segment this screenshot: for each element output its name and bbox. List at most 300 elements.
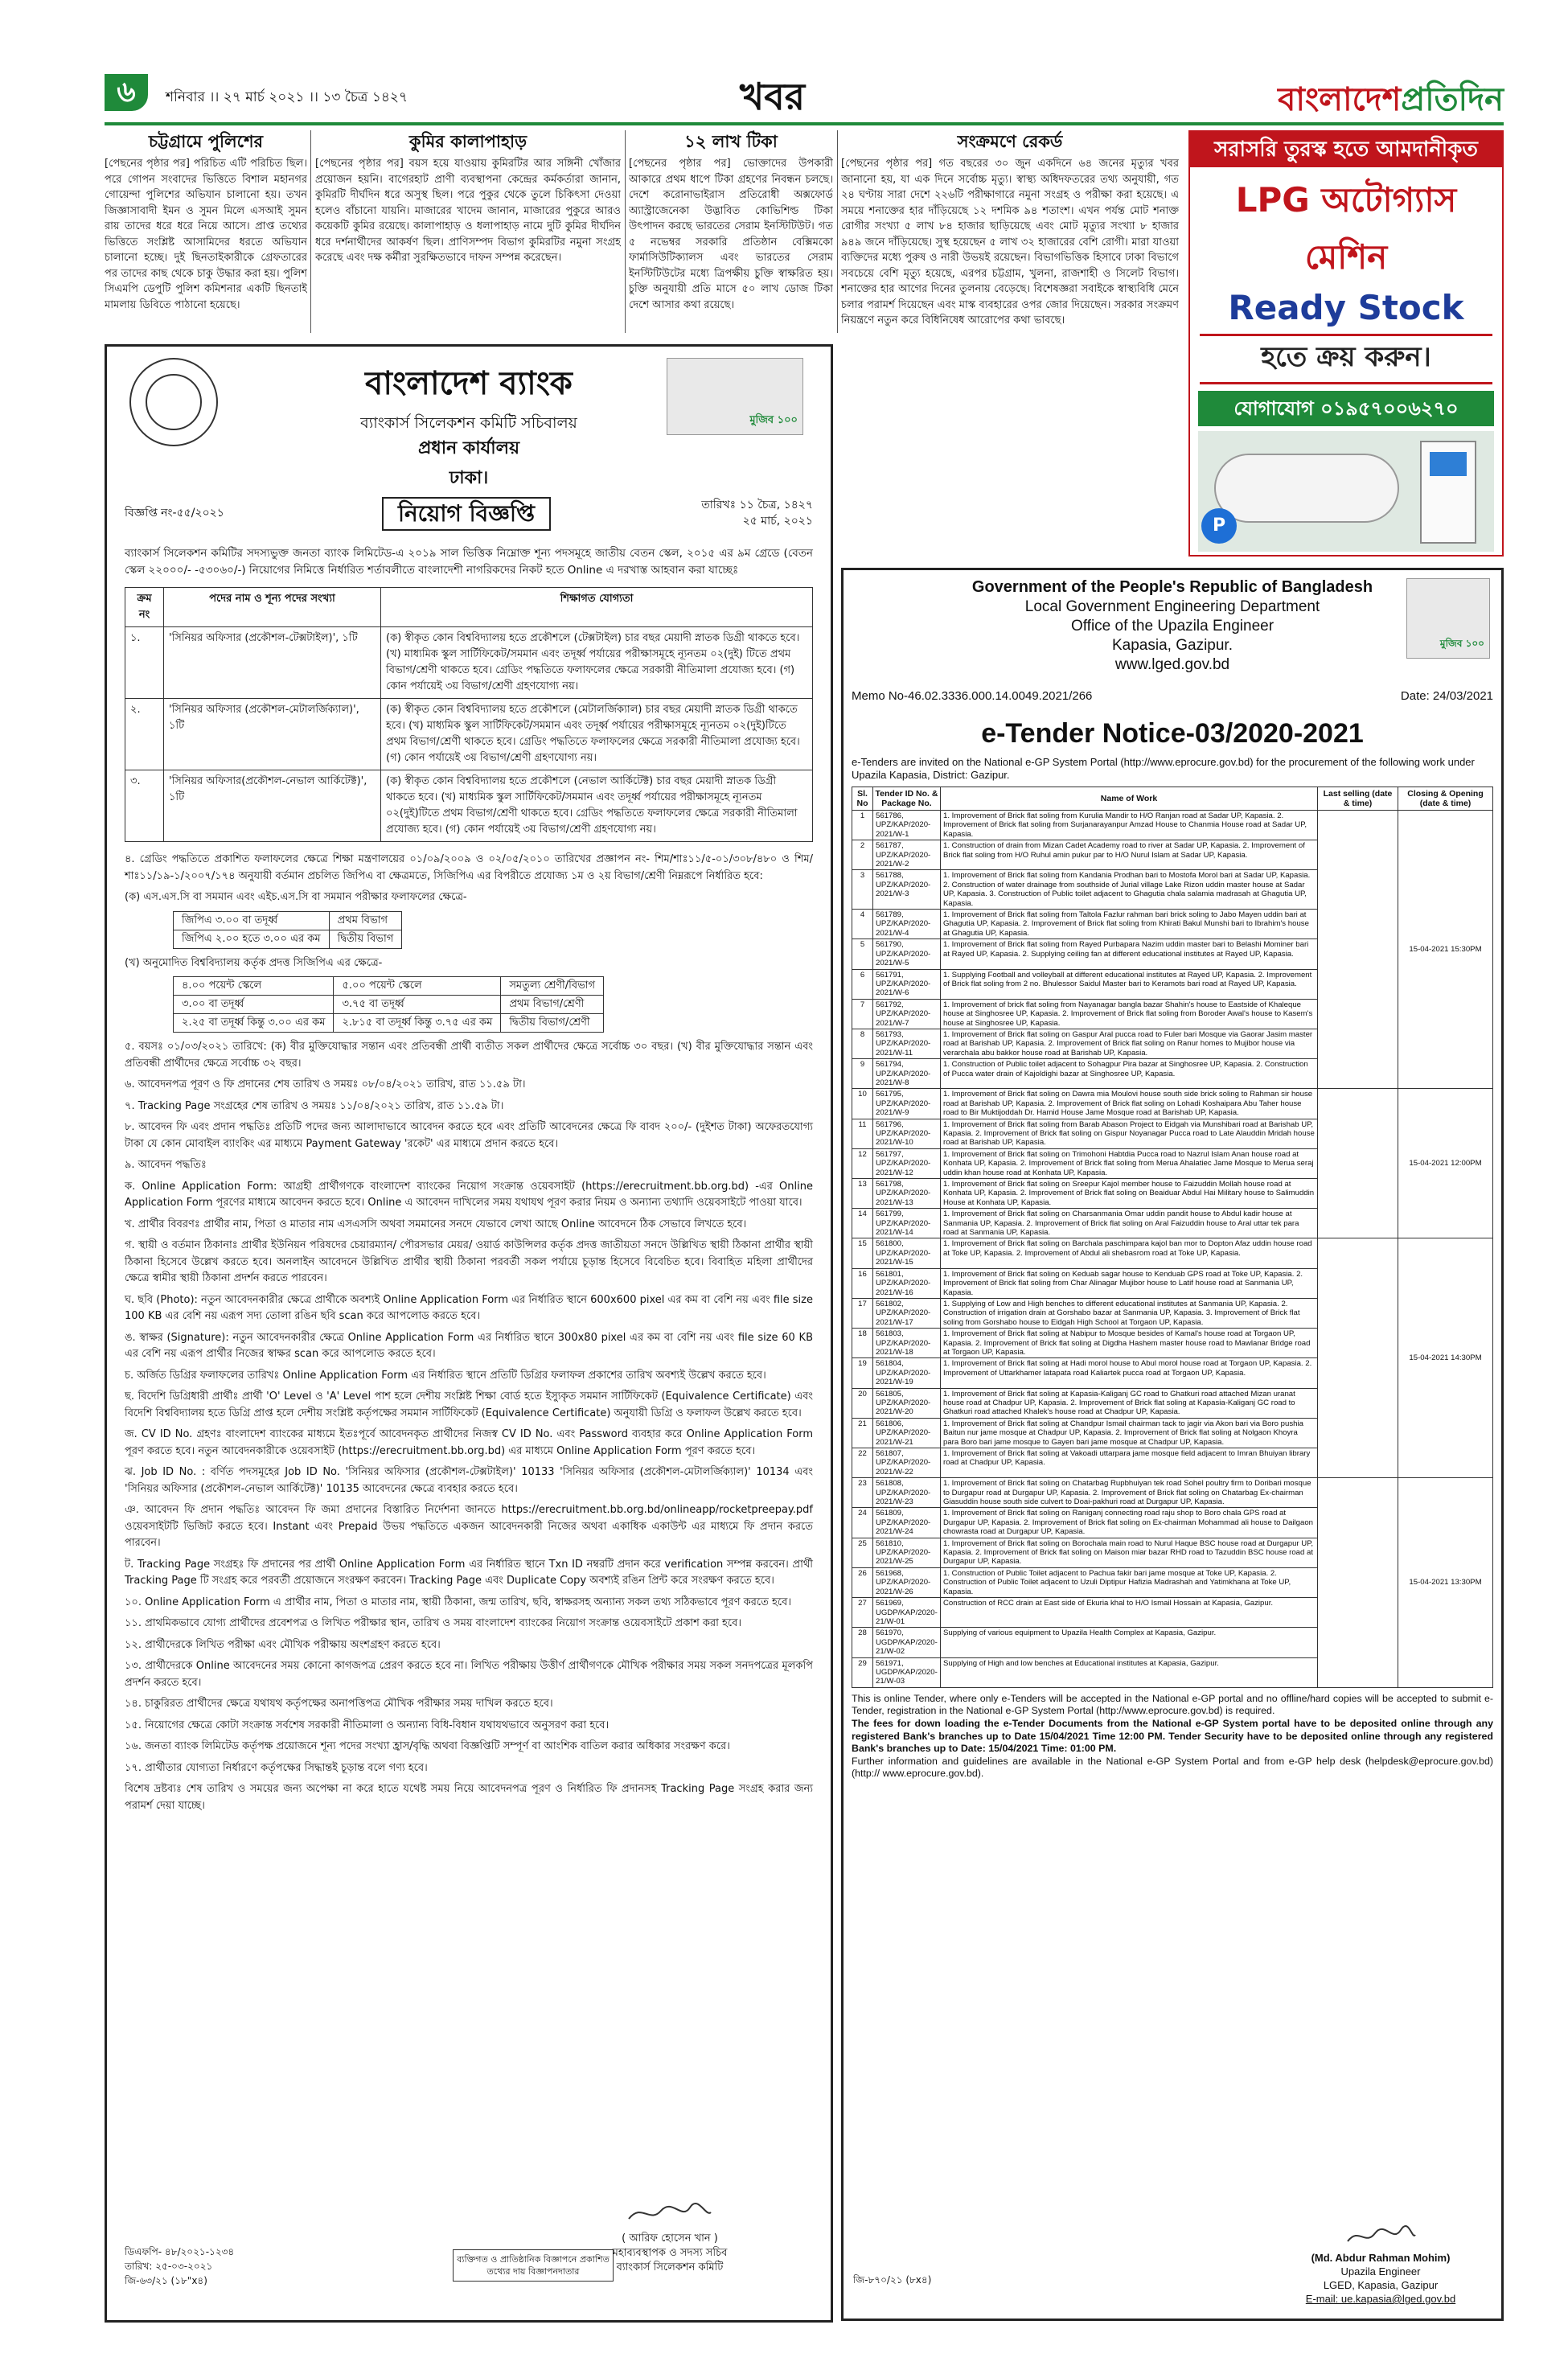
paragraph: ৯. আবেদন পদ্ধতিঃ <box>125 1159 207 1171</box>
notice-city: ঢাকা। <box>449 468 489 488</box>
newspaper-logo[interactable] <box>1278 74 1504 128</box>
row-work-name: 1. Improvement of Brick flat soling from Kurulia Mandir to H/O Ranjan road at Sadar UP, Kapasia. 2. Improvement of Brick flat soling from Surjanarayanpur Amzad House to Chanmia House road at Sadar UP, Kapasia. <box>941 811 1318 840</box>
package-no: UPZ/KAP/2020-2021/W-16 <box>876 1279 931 1297</box>
memo-number: Memo No-46.02.3336.000.14.0049.2021/266 <box>852 689 1093 703</box>
row-sl: ২. <box>125 699 164 770</box>
tender-id: 561796, <box>876 1119 904 1129</box>
tender-id: 561968, <box>876 1568 904 1578</box>
row-work-name: 1. Improvement of Brick flat soling at Nabipur to Mosque besides of Kamal's house road at Torgaon UP, Kapasia. 2. Improvement of Brick flat soling at Digdha Hashem master house road to Mawlanar Bridge road at Torgaon UP, Kapasia. <box>941 1329 1318 1358</box>
footer-paragraph: The fees for down loading the e-Tender Documents from the National e-GP System portal have to be deposited online through any registered Bank's branches up to Date 15/04/2021 Time 12:00 PM. Tender Security have to be deposited online through any registered Bank's branches up to Date: 15/04/2021 Time: 01:00 PM. <box>852 1717 1493 1755</box>
row-sl: 4 <box>852 910 873 939</box>
row-tender-id <box>873 1567 941 1597</box>
row-tender-id <box>873 870 941 910</box>
paragraph: ট. Tracking Page সংগ্রহঃ ফি প্রদানের পর প্রার্থী Online Application Form এর নির্ধারিত স্থানে Txn ID নম্বরটি প্রদান করে verification সম্পন্ন করবেন। প্রার্থী Tracking Page টি সংগ্রহ করে পরবর্তী প্রয়োজনে সংরক্ষণ করবেন। Tracking Page এবং Duplicate Copy অবশ্যই রঙিন প্রিন্ট করে সংরক্ষণ করতে হবে। <box>125 1558 813 1587</box>
row-closing: 15-04-2021 15:30PM <box>1398 811 1493 1089</box>
row-sl: 19 <box>852 1358 873 1388</box>
row-work-name: 1. Improvement of Brick flat soling on Charsanmania Omar uddin pandit house to Abdul kadir house at Sanmania UP, Kapasia. 2. Improvement of Brick flat soling on Aral Faizuddin house to Aral uttar tek para road at Sanmania UP, Kapasia. <box>941 1209 1318 1238</box>
cell: ৩.৭৫ বা তদূর্ধ্ব <box>334 996 501 1014</box>
bangladesh-bank-notice <box>105 344 833 2323</box>
package-no: UPZ/KAP/2020-2021/W-15 <box>876 1248 931 1267</box>
package-no: UPZ/KAP/2020-2021/W-9 <box>876 1099 931 1118</box>
row-tender-id <box>873 1059 941 1089</box>
tender-intro: e-Tenders are invited on the National e-GP System Portal (http://www.eprocure.gov.bd) for the procurement of the following work under Upazila Kapasia, District: Gazipur. <box>852 756 1475 781</box>
row-post: 'সিনিয়র অফিসার (প্রকৌশল-মেটালর্জিক্যাল)', ১টি <box>164 699 381 770</box>
row-tender-id <box>873 1238 941 1268</box>
row-tender-id <box>873 1029 941 1058</box>
row-work-name: 1. Construction of Public toilet adjacent to Sohagpur Pira bazar at Singhosree UP, Kapasia. 2. Construction of Pucca water drain of Kajoldighi bazar at Singhosree UP, Kapasia. <box>941 1059 1318 1089</box>
table-row <box>125 699 813 770</box>
notice-paragraphs <box>125 1039 813 1814</box>
notice-org-title: বাংলাদেশ ব্যাংক <box>365 365 573 402</box>
row-work-name: 1. Improvement of Brick flat soling on Gaspur Aral pucca road to Fuler bari Mosque via Gaorar Jasim master road at Barishab UP, Kapasia. 2. Improvement of Brick flat soling on Ranur homes to Mujibor house via verarchala abu bakkor house road at Barishab UP, Kapasia. <box>941 1029 1318 1058</box>
package-no: UPZ/KAP/2020-2021/W-11 <box>876 1039 931 1058</box>
table-row <box>852 1089 1493 1119</box>
tender-id: 561971, <box>876 1658 904 1668</box>
tender-id: 561798, <box>876 1180 904 1189</box>
paragraph: গ. স্থায়ী ও বর্তমান ঠিকানাঃ প্রার্থীর ইউনিয়ন পরিষদের চেয়ারম্যান/ পৌরসভার মেয়র/ ওয়ার্ড কাউন্সিলর কর্তৃক প্রদত্ত জাতীয়তা সনদে উল্লিখিত স্থায়ী ঠিকানা প্রার্থীর স্থায়ী ঠিকানা হিসেবে উল্লেখ করতে হবে। অনলাইন আবেদনে উল্লিখিত প্রার্থীর স্থায়ী ঠিকানা পরবর্তী সকল পর্যায়ে চূড়ান্ত হিসেবে বিবেচিত হবে। বিবাহিত মহিলা প্রার্থীদের ক্ষেত্রে স্বামীর স্থায়ী ঠিকানা প্রদর্শন করতে পারবেন। <box>125 1239 813 1284</box>
footer-paragraph: Further information and guidelines are available in the National e-GP System Portal and from e-GP help desk (helpdesk@eprocure.gov.bd) (http:// www.eprocure.gov.bd). <box>852 1755 1493 1780</box>
row-work-name: 1. Supplying Football and volleyball at different educational institutes at Rayed UP, Kapasia. 2. Improvement of Brick flat soling from 2 no. Bhulessor Saidul Master bari to Keramots bari road at Rayed UP, Kapasia. <box>941 969 1318 999</box>
row-sl: 2 <box>852 840 873 870</box>
paragraph: ঝ. Job ID No. : বর্ণিত পদসমূহের Job ID No. 'সিনিয়র অফিসার (প্রকৌশল-টেক্সটাইল)' 10133 'সিনিয়র অফিসার (প্রকৌশল-মেটালর্জিক্যাল)' 10134 এবং 'সিনিয়র অফিসার (প্রকৌশল-নেভাল আর্কিটেক্ট)' 10135 আবেদনের ক্ষেত্রে ব্যবহার করতে হবে। <box>125 1466 813 1495</box>
row-work-name: 1. Improvement of Brick flat soling on Dawra mia Moulovi house south side brick soling to Rahman sir house road at Barishab UP, Kapasia. 2. Improvement of Brick flat soling on Lohadi Koshaipara Abu Taher house road to Bir Muktijoddah Dr. Hamid House Jame Mosque road at Barishab UP, Kapasia. <box>941 1089 1318 1119</box>
tender-id: 561807, <box>876 1449 904 1458</box>
row-post: 'সিনিয়র অফিসার (প্রকৌশল-টেক্সটাইল)', ১টি <box>164 627 381 699</box>
column-divider <box>837 130 838 333</box>
reference-line: ডিএফপি- ৪৮/২০২১-১২৩৪ <box>125 2246 235 2257</box>
row-tender-id <box>873 999 941 1029</box>
news-article-2[interactable] <box>315 130 621 333</box>
header-rule <box>105 122 1504 125</box>
row-tender-id <box>873 939 941 969</box>
page-header <box>105 69 1504 121</box>
row-work-name: 1. Improvement of Brick flat soling at Hadi morol house to Abul morol house road at Torgaon UP, Kapasia. 2. Improvement of Uttarkhamer latapata road Kaliartek pucca road at Torgaon UP, Kapasia. <box>941 1358 1318 1388</box>
row-closing: 15-04-2021 12:00PM <box>1398 1089 1493 1238</box>
row-tender-id <box>873 1508 941 1538</box>
tender-footer <box>852 1693 1493 1780</box>
gas-pump-icon <box>1420 441 1476 544</box>
news-article-4[interactable] <box>841 130 1179 548</box>
gpa-table <box>173 911 402 949</box>
paragraph: ৫. বয়সঃ ০১/০৩/২০২১ তারিখে: (ক) বীর মুক্তিযোদ্ধার সন্তান এবং প্রতিবন্ধী প্রার্থী ব্যতীত সকল প্রার্থীদের ক্ষেত্রে সর্বোচ্চ ৩০ বছর। (খ) বীর মুক্তিযোদ্ধার সন্তান এবং প্রতিবন্ধী প্রার্থীদের ক্ষেত্রে সর্বোচ্চ ৩২ বছর। <box>125 1041 813 1070</box>
row-tender-id <box>873 1448 941 1478</box>
tender-header <box>852 577 1493 675</box>
package-no: UPZ/KAP/2020-2021/W-1 <box>876 820 931 839</box>
row-tender-id <box>873 1298 941 1328</box>
row-tender-id <box>873 1538 941 1567</box>
paragraph: ঞ. আবেদন ফি প্রদান পদ্ধতিঃ আবেদন ফি জমা প্রদানের বিস্তারিত নির্দেশনা জানতে https://erecruitment.bb.org.bd/onlineapp/rocketpreepay.pdf ওয়েবসাইটটি ভিজিট করতে হবে। Instant এবং Prepaid উভয় পদ্ধতিতে একজন আবেদনকারী নিজের অথবা একাধিক একাউন্ট এর মাধ্যমে ফি প্রদান করতে পারবেন। <box>125 1504 813 1549</box>
row-sl: 13 <box>852 1179 873 1209</box>
row-tender-id <box>873 1148 941 1178</box>
tender-table <box>852 787 1493 1688</box>
cell: সমতুল্য শ্রেণী/বিভাগ <box>501 977 604 996</box>
row-tender-id <box>873 1418 941 1448</box>
date-gregorian: ২৫ মার্চ, ২০২১ <box>742 515 813 528</box>
tender-memo <box>852 689 1493 710</box>
notice-body <box>125 852 813 1814</box>
row-closing: 15-04-2021 13:30PM <box>1398 1478 1493 1688</box>
tender-id: 561792, <box>876 1000 904 1009</box>
row-tender-id <box>873 1089 941 1119</box>
table-row <box>125 770 813 842</box>
package-no: UPZ/KAP/2020-2021/W-19 <box>876 1368 931 1387</box>
tender-id: 561799, <box>876 1210 904 1219</box>
paragraph: ঘ. ছবি (Photo): নতুন আবেদনকারীর ক্ষেত্রে প্রার্থীকে অবশ্যই Online Application Form এর নির্ধারিত স্থানে 600x600 pixel এর কম বা বেশি নয় এবং file size 100 KB এর বেশি নয় এরূপ সদ্য তোলা রঙিন ছবি scan করে আপলোড করতে হবে। <box>125 1293 813 1322</box>
notice-reference: জি-৮৭০/২১ (৮x৪) <box>853 2274 932 2286</box>
article-headline[interactable]: সংক্রমণে রেকর্ড <box>957 132 1063 151</box>
row-last-selling <box>1318 1478 1398 1688</box>
package-no: UPZ/KAP/2020-2021/W-6 <box>876 979 931 998</box>
paragraph: ৬. আবেদনপত্র পূরণ ও ফি প্রদানের শেষ তারিখ ও সময়ঃ ০৮/০৪/২০২১ তারিখ, রাত ১১.৫৯ টা। <box>125 1078 526 1090</box>
package-no: UPZ/KAP/2020-2021/W-12 <box>876 1159 931 1177</box>
ad-product: LPG অটোগ্যাস মেশিন <box>1235 180 1457 277</box>
notice-intro: ব্যাংকার্স সিলেকশন কমিটির সদস্যভুক্ত জনতা ব্যাংক লিমিটেড-এ ২০১৯ সাল ভিত্তিক নিম্নোক্ত শূন্য পদসমূহে জাতীয় বেতন স্কেল, ২০১৫ এর ৯ম গ্রেডে (বেতন স্কেল ২২০০০/- -৫৩০৬০/-) নিয়োগের নিমিত্তে নির্ধারিত শর্তাবলীতে বাংলাদেশী নাগরিকদের নিকট হতে Online এ দরখাস্ত আহবান করা যাচ্ছেঃ <box>125 547 813 577</box>
package-no: UPZ/KAP/2020-2021/W-14 <box>876 1218 931 1238</box>
row-sl: 7 <box>852 999 873 1029</box>
table-row <box>174 1014 604 1033</box>
cell: প্রথম বিভাগ <box>329 911 402 930</box>
website-link[interactable]: www.lged.gov.bd <box>1114 656 1230 673</box>
row-qualification: (ক) স্বীকৃত কোন বিশ্ববিদ্যালয় হতে প্রকৌশলে (টেক্সটাইল) চার বছর মেয়াদী স্নাতক ডিগ্রী থাকতে হবে। (খ) মাধ্যমিক স্কুল সার্টিফিকেট/সমমান এবং তদূর্ধ্ব পর্যায়ের পরীক্ষাসমূহে ন্যূনতম ০২(দুই) টিতে প্রথম বিভাগ/শ্রেণী থাকতে হবে। গ্রেডিং পদ্ধতিতে ফলাফলের ক্ষেত্রে সরকারী নীতিমালা প্রযোজ্য হবে। (গ) কোন পর্যায়েই ৩য় বিভাগ/শ্রেণী গ্রহণযোগ্য নয়। <box>381 627 813 699</box>
tender-id: 561810, <box>876 1538 904 1548</box>
row-sl: 8 <box>852 1029 873 1058</box>
row-post: 'সিনিয়র অফিসার(প্রকৌশল-নেভাল আর্কিটেক্ট)', ১টি <box>164 770 381 842</box>
news-article-3[interactable] <box>629 130 833 333</box>
row-work-name: 1. Improvement of Brick flat soling on Barchala paschimpara kajol ban mor to Dopton Afaz uddin house road at Toke UP, Kapasia. 2. Improvement of Abdul ali shebasrom road at Toke UP, Kapasia. <box>941 1238 1318 1268</box>
column-divider <box>625 130 626 333</box>
cell: ৪.০০ পয়েন্ট স্কেলে <box>174 977 334 996</box>
col-tender-id: Tender ID No. & Package No. <box>873 787 941 811</box>
tender-id: 561797, <box>876 1149 904 1159</box>
table-row <box>174 930 402 948</box>
col-closing: Closing & Opening (date & time) <box>1398 787 1493 811</box>
paragraph: ৮. আবেদন ফি এবং প্রদান পদ্ধতিঃ প্রতিটি পদের জন্য আলাদাভাবে আবেদন করতে হবে এবং প্রতিটি আবেদনের ক্ষেত্রে ফি বাবদ ২০০/- (দুইশত টাকা) অফেরতযোগ্য টাকা যে কোন মোবাইল ব্যাংকিং এর মাধ্যমে Payment Gateway 'রকেট' এর মাধ্যমে প্রদান করতে হবে। <box>125 1121 813 1150</box>
row-qualification: (ক) স্বীকৃত কোন বিশ্ববিদ্যালয় হতে প্রকৌশলে (মেটালর্জিক্যাল) চার বছর মেয়াদী স্নাতক ডিগ্রী থাকতে হবে। (খ) মাধ্যমিক স্কুল সার্টিফিকেট/সমমান এবং তদূর্ধ্ব পর্যায়ের পরীক্ষাসমূহে ন্যূনতম ০২(দুই)টিতে প্রথম বিভাগ/শ্রেণী থাকতে হবে। গ্রেডিং পদ্ধতিতে ফলাফলের ক্ষেত্রে সরকারী নীতিমালা প্রযোজ্য হবে। (গ) কোন পর্যায়েই ৩য় বিভাগ/শ্রেণী গ্রহণযোগ্য নয়। <box>381 699 813 770</box>
row-tender-id <box>873 1268 941 1298</box>
row-sl: 1 <box>852 811 873 840</box>
paragraph: ১৪. চাকুরিরত প্রার্থীদের ক্ষেত্রে যথাযথ কর্তৃপক্ষের অনাপত্তিপত্র মৌখিক পরীক্ষার সময় দাখিল করতে হবে। <box>125 1698 553 1710</box>
cgpa-caption: (খ) অনুমোদিত বিশ্ববিদ্যালয় কর্তৃক প্রদত্ত সিজিপিএ এর ক্ষেত্রে- <box>125 956 383 969</box>
paragraph: জ. CV ID No. গ্রহণঃ বাংলাদেশ ব্যাংকের মাধ্যমে ইতঃপূর্বে আবেদনকৃত প্রার্থীদের নিজস্ব CV ID No. এবং Password ব্যবহার করে Online Application Form পূরণ করতে হবে। নতুন আবেদনকারীকে ওয়েবসাইট (https://erecruitment.bb.org.bd) এর মাধ্যমে Online Application Form পূরণ করতে হবে। <box>125 1428 813 1457</box>
news-article-1[interactable] <box>105 130 307 333</box>
row-sl: 18 <box>852 1329 873 1358</box>
package-no: UPZ/KAP/2020-2021/W-8 <box>876 1069 931 1087</box>
tender-id: 561804, <box>876 1359 904 1369</box>
package-no: UGDP/KAP/2020-21/W-01 <box>876 1608 938 1626</box>
package-no: UGDP/KAP/2020-21/W-03 <box>876 1667 938 1686</box>
package-no: UPZ/KAP/2020-2021/W-22 <box>876 1458 931 1477</box>
article-headline[interactable]: ১২ লাখ টিকা <box>684 132 778 151</box>
row-last-selling <box>1318 811 1398 1089</box>
signature-block <box>541 2199 798 2275</box>
signatory-title: Upazila Engineer <box>1340 2265 1421 2277</box>
package-no: UPZ/KAP/2020-2021/W-3 <box>876 880 931 899</box>
memo-date: Date: 24/03/2021 <box>1400 689 1493 703</box>
package-no: UPZ/KAP/2020-2021/W-23 <box>876 1488 931 1507</box>
row-work-name: 1. Construction of drain from Mizan Cadet Academy road to river at Sadar UP, Kapasia. 2. Improvement of Brick flat soling from H/O Ruhul amin pukur par to H/O Nurul Islam at Sadar UP, Kapasia. <box>941 840 1318 870</box>
ad-product-image <box>1198 431 1494 552</box>
package-no: UPZ/KAP/2020-2021/W-2 <box>876 850 931 869</box>
notice-heading: নিয়োগ বিজ্ঞপ্তি <box>382 497 551 531</box>
lpg-advertisement[interactable] <box>1188 130 1504 557</box>
posts-table <box>125 587 813 842</box>
paragraph: ১২. প্রার্থীদেরকে লিখিত পরীক্ষা এবং মৌখিক পরীক্ষায় অংশগ্রহণ করতে হবে। <box>125 1638 441 1651</box>
row-sl: 24 <box>852 1508 873 1538</box>
row-tender-id <box>873 1119 941 1148</box>
table-row <box>852 1478 1493 1508</box>
row-work-name: 1. Improvement of Brick flat soling from Barab Abason Project to Eidgah via Munshibari road at Barishab UP, Kapasia. 2. Improvement of Brick flat soling on Gispur Noyanagar Pucca road to Late Alauddin Mridah house road at Barishab UP, Kapasia. <box>941 1119 1318 1148</box>
portrait-image <box>667 358 803 435</box>
package-no: UPZ/KAP/2020-2021/W-24 <box>876 1518 931 1537</box>
row-sl: 9 <box>852 1059 873 1089</box>
ad-stock-status: Ready Stock <box>1228 288 1464 327</box>
row-sl: ৩. <box>125 770 164 842</box>
row-tender-id <box>873 1628 941 1657</box>
col-qualification: শিক্ষাগত যোগ্যতা <box>381 588 813 627</box>
notice-meta <box>125 497 813 534</box>
cell: দ্বিতীয় বিভাগ <box>329 930 402 948</box>
package-no: UPZ/KAP/2020-2021/W-7 <box>876 1009 931 1028</box>
gpa-caption: (ক) এস.এস.সি বা সমমান এবং এইচ.এস.সি বা সমমান পরীক্ষার ফলাফলের ক্ষেত্রে- <box>125 891 467 903</box>
row-sl: 25 <box>852 1538 873 1567</box>
row-sl: 20 <box>852 1388 873 1418</box>
package-no: UPZ/KAP/2020-2021/W-4 <box>876 919 931 938</box>
row-tender-id <box>873 840 941 870</box>
row-tender-id <box>873 1388 941 1418</box>
row-work-name: Supplying of High and low benches at Educational institutes at Kapasia, Gazipur. <box>941 1657 1318 1687</box>
row-tender-id <box>873 1209 941 1238</box>
row-sl: 17 <box>852 1298 873 1328</box>
row-work-name: 1. Construction of Public Toilet adjacent to Pachua fakir bari jame mosque at Toke UP, Kapasia. 2. Construction of Public Toilet adjacent to Uzuli Diptipur Hafizia Madrashah and Yatimkhana at Toke UP, Kapasia. <box>941 1567 1318 1597</box>
tender-id: 561802, <box>876 1299 904 1308</box>
tender-title: e-Tender Notice-03/2020-2021 <box>981 718 1364 749</box>
package-no: UPZ/KAP/2020-2021/W-17 <box>876 1308 931 1327</box>
cgpa-table <box>173 976 604 1033</box>
signatory-name: ( আরিফ হোসেন খান ) <box>622 2232 718 2245</box>
row-work-name: Construction of RCC drain at East side of Ekuria khal to H/O Ismail Hossain at Kapasia, Gazipur. <box>941 1598 1318 1628</box>
table-row <box>125 627 813 699</box>
paragraph: ১১. প্রাথমিকভাবে যোগ্য প্রার্থীদের প্রবেশপত্র ও লিখিত পরীক্ষার স্থান, তারিখ ও সময় বাংলাদেশ ব্যাংকের নিয়োগ সংক্রান্ত ওয়েবসাইটে প্রকাশ করা হবে। <box>125 1617 741 1629</box>
govt-line: Government of the People's Republic of Bangladesh <box>971 578 1373 596</box>
cell: ৫.০০ পয়েন্ট স্কেলে <box>334 977 501 996</box>
mujib-100-badge: মুজিব ১০০ <box>749 414 798 426</box>
package-no: UPZ/KAP/2020-2021/W-21 <box>876 1428 931 1447</box>
col-sl: ক্রম নং <box>125 588 164 627</box>
brand-main: বাংলাদেশ <box>1278 80 1402 118</box>
tender-id: 561806, <box>876 1419 904 1428</box>
package-no: UPZ/KAP/2020-2021/W-26 <box>876 1578 931 1596</box>
row-work-name: 1. Improvement of Brick flat soling on Raniganj connecting road raju shop to Boro chala GPS road at Durgapur UP, Kapasia. 2. Improvement of Brick flat soling on Ex-chairman Mohammad ali house to Dailgaon chowrasta road at Durgapur UP, Kapasia. <box>941 1508 1318 1538</box>
col-work-name: Name of Work <box>941 787 1318 811</box>
department-line: Local Government Engineering Department <box>1024 598 1320 615</box>
tender-id: 561795, <box>876 1090 904 1099</box>
row-sl: ১. <box>125 627 164 699</box>
tender-id: 561800, <box>876 1239 904 1249</box>
row-sl: 29 <box>852 1657 873 1687</box>
row-tender-id <box>873 1358 941 1388</box>
tender-id: 561790, <box>876 940 904 950</box>
notice-memo-no: বিজ্ঞপ্তি নং-৫৫/২০২১ <box>125 507 224 520</box>
row-work-name: 1. Improvement of brick flat soling from Nayanagar bangla bazar Shahin's house to Eastside of Khaleque house at Singhosree UP, Kapasia. 2. Improvement of Brick flat soling from Boroder Awal's house to Kasem's house at Singhosree UP, Kapasia. <box>941 999 1318 1029</box>
tender-id: 561791, <box>876 970 904 980</box>
row-tender-id <box>873 1478 941 1508</box>
article-body: [পেছনের পৃষ্ঠার পর] বয়স হয়ে যাওয়ায় কুমিরটির আর সঙ্গিনী খোঁজার প্রয়োজন হয়নি। বাগেরহাট প্রাণী ব্যবস্থাপনা কেন্দ্রের কর্মকর্তারা জানান, কুমিরটি দীর্ঘদিন ধরে অসুস্থ ছিল। পরে পুকুর থেকে তুলে চিকিৎসা দেওয়া হলেও বাঁচানো যায়নি। মাজারের খাদেম জানান, মাজারের পুকুরে আরও কয়েকটি কুমির রয়েছে। কালাপাহাড় ও ধলাপাহাড় নামে দুটি কুমির দীর্ঘদিন ধরে দর্শনার্থীদের আকর্ষণ ছিল। প্রাণিসম্পদ বিভাগ কুমিরটির নমুনা সংগ্রহ করেছে এবং দক্ষ কর্মীরা সুরক্ষিতভাবে দাফন সম্পন্ন করেছেন। <box>315 158 621 264</box>
tender-id: 561809, <box>876 1509 904 1518</box>
signatory-name: (Md. Abdur Rahman Mohim) <box>1311 2252 1451 2264</box>
ad-top-banner: সরাসরি তুরস্ক হতে আমদানীকৃত <box>1190 132 1502 167</box>
row-work-name: Supplying of various equipment to Upazila Health Complex at Kapasia, Gazipur. <box>941 1628 1318 1657</box>
package-no: UPZ/KAP/2020-2021/W-25 <box>876 1548 931 1567</box>
section-title: খবর <box>740 75 806 118</box>
cell: জিপিএ ৩.০০ বা তদূর্ধ্ব <box>174 911 330 930</box>
row-last-selling <box>1318 1089 1398 1238</box>
paragraph: চ. অর্জিত ডিগ্রির ফলাফলের তারিখঃ Online Application Form এর নির্ধারিত স্থানে প্রতিটি ডিগ্রির ফলাফল প্রকাশের তারিখ অবশ্যই উল্লেখ করতে হবে। <box>125 1369 766 1382</box>
paragraph: ৪. গ্রেডিং পদ্ধতিতে প্রকাশিত ফলাফলের ক্ষেত্রে শিক্ষা মন্ত্রণালয়ের ০১/০৯/২০০৯ ও ০২/০৫/২০১০ তারিখের প্রজ্ঞাপন নং- শিম/শাঃ১১/৫-০১/৩০৮/৪৮০ ও শিম/শাঃ১১/১৯-১/২০০৭/১৭৪ অনুযায়ী বর্তমান প্রচলিত জিপিএ বা ক্ষেত্রমতে, সিজিপিএ এর বিপরীতে প্রযোজ্য ১ম ও ২য় বিভাগ/শ্রেণী নিম্নরূপে নির্ধারিত হবে: <box>125 853 813 882</box>
row-last-selling <box>1318 1238 1398 1478</box>
signatory-title: মহাব্যবস্থাপক ও সদস্য সচিব <box>612 2247 728 2259</box>
signature-block <box>1276 2224 1485 2306</box>
notice-reference <box>125 2245 234 2288</box>
notice-office: প্রধান কার্যালয় <box>417 438 520 458</box>
tender-id: 561786, <box>876 811 904 820</box>
package-no: UPZ/KAP/2020-2021/W-20 <box>876 1398 931 1417</box>
article-headline[interactable]: চট্টগ্রামে পুলিশের <box>148 132 264 151</box>
portrait-image <box>1406 578 1490 659</box>
row-sl: 6 <box>852 969 873 999</box>
office-line: Office of the Upazila Engineer <box>1070 618 1275 635</box>
row-sl: 28 <box>852 1628 873 1657</box>
paragraph: ১৭. প্রার্থীতার যোগ্যতা নির্ধারণে কর্তৃপক্ষের সিদ্ধান্তই চূড়ান্ত বলে গণ্য হবে। <box>125 1761 428 1774</box>
signatory-department: ব্যাংকার্স সিলেকশন কমিটি <box>616 2261 724 2273</box>
table-row <box>852 811 1493 840</box>
tender-id: 561789, <box>876 910 904 920</box>
row-sl: 3 <box>852 870 873 910</box>
paragraph: খ. প্রার্থীর বিবরণঃ প্রার্থীর নাম, পিতা ও মাতার নাম এসএসসি অথবা সমমানের সনদে যেভাবে লেখা আছে Online আবেদনে ঠিক সেভাবে লিখতে হবে। <box>125 1218 747 1230</box>
cell: ৩.০০ বা তদূর্ধ্ব <box>174 996 334 1014</box>
paragraph: ১৬. জনতা ব্যাংক লিমিটেড কর্তৃপক্ষ প্রয়োজনে শূন্য পদের সংখ্যা হ্রাস/বৃদ্ধি অথবা বিজ্ঞপ্তিটি সম্পূর্ণ বা আংশিক বাতিল করার অধিকার সংরক্ষণ করে। <box>125 1740 730 1752</box>
date-bengali: ১১ চৈত্র, ১৪২৭ <box>739 499 813 511</box>
paragraph: ১৫. নিয়োগের ক্ষেত্রে কোটা সংক্রান্ত সর্বশেষ সরকারী নীতিমালা ও অন্যান্য বিধি-বিধান যথাযথভাবে অনুসরণ করা হবে। <box>125 1719 610 1731</box>
package-no: UPZ/KAP/2020-2021/W-5 <box>876 949 931 968</box>
row-work-name: 1. Improvement of Brick flat soling at Vakoadi uttarpara jame mosque field adjacent to Imran Bhuiyan library road at Chadpur UP, Kapasia. <box>941 1448 1318 1478</box>
tender-id: 561969, <box>876 1599 904 1608</box>
row-sl: 16 <box>852 1268 873 1298</box>
page-number: ৬ <box>105 74 148 111</box>
paragraph: ৭. Tracking Page সংগ্রহের শেষ তারিখ ও সময়ঃ ১১/০৪/২০২১ তারিখ, রাত ১১.৫৯ টা। <box>125 1099 504 1112</box>
row-tender-id <box>873 1657 941 1687</box>
row-sl: 10 <box>852 1089 873 1119</box>
row-work-name: 1. Improvement of Brick flat soling from Taltola Fazlur rahman bari brick soling to Jabo Mayen uddin bari at Ghagutia UP, Kapasia. 2. Improvement of Brick flat soling from Khirati Bakul Munshi bari to Ibrahim's house at Ghagutia UP, Kapasia. <box>941 910 1318 939</box>
row-sl: 22 <box>852 1448 873 1478</box>
lged-tender-notice <box>841 568 1504 2321</box>
cell: দ্বিতীয় বিভাগ/শ্রেণী <box>501 1014 604 1033</box>
row-work-name: 1. Improvement of Brick flat soling on Chatarbag Rupbhuiyan tek road Sohel poultry firm to Doribari mosque to Durgapur road at Durgapur UP, Kapasia. 2. Improvement of Brick flat soling on Chatarbag Ex-chairman Giasuddin house south side culvert to Doai-pakhuri road at Durgapur UP, Kapasia. <box>941 1478 1318 1508</box>
tender-id: 561805, <box>876 1389 904 1399</box>
row-sl: 14 <box>852 1209 873 1238</box>
paragraph: ১০. Online Application Form এ প্রার্থীর নাম, পিতা ও মাতার নাম, স্থায়ী ঠিকানা, জন্ম তারিখ, ছবি, স্বাক্ষরসহ অন্যান্য সকল তথ্য সঠিকভাবে পূরণ করতে হবে। <box>125 1596 791 1608</box>
cell: প্রথম বিভাগ/শ্রেণী <box>501 996 604 1014</box>
row-work-name: 1. Improvement of Brick flat soling on Sreepur Kajol member house to Faizuddin Mollah house road at Konhata UP, Kapasia. 2. Improvement of Brick flat soling on Beaiduar Abdul Hai Military house to Salimuddin House at Konhata UP, Kapasia. <box>941 1179 1318 1209</box>
row-tender-id <box>873 1179 941 1209</box>
paragraph: ১৩. প্রার্থীদেরকে Online আবেদনের সময় কোনো কাগজপত্র প্রেরণ করতে হবে না। লিখিত পরীক্ষায় উত্তীর্ণ প্রার্থীগণকে মৌখিক পরীক্ষার সময় সকল সনদপত্রের মূলকপি প্রদর্শন করতে হবে। <box>125 1660 813 1689</box>
paragraph: ছ. বিদেশি ডিগ্রিধারী প্রার্থীঃ প্রার্থী 'O' Level ও 'A' Level পাশ হলে দেশীয় সংশ্লিষ্ট শিক্ষা বোর্ড হতে ইস্যুকৃত সমমান সার্টিফিকেট (Equivalence Certificate) এবং বিদেশি বিশ্ববিদ্যালয় হতে ডিগ্রি প্রাপ্ত হলে দেশীয় সংশ্লিষ্ট কর্তৃপক্ষের সমমান সার্টিফিকেট (Equivalence Certificate) অনুযায়ী ডিগ্রি ও ফলাফল উল্লেখ করতে হবে। <box>125 1390 813 1419</box>
ad-phone-number[interactable]: যোগাযোগ ০১৯৫৭০০৬২৭০ <box>1198 391 1494 426</box>
reference-line: তারিখ: ২৫-০৩-২০২১ <box>125 2261 213 2272</box>
row-work-name: 1. Improvement of Brick flat soling on Borochala main road to Nurul Haque BSC house road at Durgapur UP, Kapasia. 2. Improvement of Brick flat soling on Maison miar bazar RHD road to Tazuddin BSC house road at Durgapur UP, Kapasia. <box>941 1538 1318 1567</box>
row-sl: 26 <box>852 1567 873 1597</box>
row-work-name: 1. Improvement of Brick flat soling on Keduab sagar house to Kenduab GPS road at Toke UP, Kapasia. 2. Improvement of Brick flat soling from Char Alinagar Mujibor house to Latif house road at Sanmania UP, Kapasia. <box>941 1268 1318 1298</box>
notice-date <box>701 497 813 529</box>
company-logo-icon: P <box>1201 508 1237 544</box>
row-tender-id <box>873 910 941 939</box>
tender-id: 561787, <box>876 841 904 851</box>
table-row <box>174 977 604 996</box>
signature-scribble-icon <box>626 2199 714 2227</box>
article-body: [পেছনের পৃষ্ঠার পর] পরিচিত এটি পরিচিত ছিল। পরে গোপন সংবাদের ভিত্তিতে বিশাল মহানগর গোয়েন্দা পুলিশের অভিযান চালানো হয়। তখন জিজ্ঞাসাবাদী ইমন ও সুমন মিলে এসআই সুমন রায় তাদের ধরে ধরে নিয়ে আসে। প্রাপ্ত তথ্যের ভিত্তিতে সংশ্লিষ্ট আসামিদের ধরতে অভিযান চালানো হচ্ছে। দুই ছিনতাইকারীকে গ্রেফতারের পর তাদের কাছ থেকে চাকু উদ্ধার করা হয়। পুলিশ সিএমপি ডেপুটি পুলিশ কমিশনার একটি ছিনতাই মামলায় ডিবিতে পাঠানো হয়েছে। <box>105 158 307 311</box>
row-qualification: (ক) স্বীকৃত কোন বিশ্ববিদ্যালয় হতে প্রকৌশলে (নেভাল আর্কিটেক্ট) চার বছর মেয়াদী স্নাতক ডিগ্রী থাকতে হবে। (খ) মাধ্যমিক স্কুল সার্টিফিকেট/সমমান এবং তদূর্ধ্ব পর্যায়ের পরীক্ষাসমূহে ন্যূনতম ০২(দুই)টিতে প্রথম বিভাগ/শ্রেণী থাকতে হবে। গ্রেডিং পদ্ধতিতে ফলাফলের ক্ষেত্রে সরকারী নীতিমালা প্রযোজ্য হবে। (গ) কোন পর্যায়েই ৩য় বিভাগ/শ্রেণী গ্রহণযোগ্য নয়। <box>381 770 813 842</box>
notice-org-subtitle: ব্যাংকার্স সিলেকশন কমিটি সচিবালয় <box>360 414 577 432</box>
row-work-name: 1. Improvement of Brick flat soling on Trimohoni Habtdia Pucca road to Nazrul Islam Anan house road at Konhata UP, Kapasia. 2. Improvement of Brick flat soling from Merua Ahalatiec Jame Mosque to Merua seraj uddin khan house road at Konhata UP, Kapasia. <box>941 1148 1318 1178</box>
row-sl: 27 <box>852 1598 873 1628</box>
cell: জিপিএ ২.০০ হতে ৩.০০ এর কম <box>174 930 330 948</box>
paragraph: ঙ. স্বাক্ষর (Signature): নতুন আবেদনকারীর ক্ষেত্রে Online Application Form এর নির্ধারিত স্থানে 300x80 pixel এর কম বা বেশি নয় এবং file size 60 KB এর বেশি নয় এরূপ প্রার্থীর নিজের স্বাক্ষর scan করে আপলোড করতে হবে। <box>125 1331 813 1360</box>
paragraph: বিশেষ দ্রষ্টব্যঃ শেষ তারিখ ও সময়ের জন্য অপেক্ষা না করে হাতে যথেষ্ট সময় নিয়ে আবেদনপত্র পূরণ ও নির্ধারিত ফি প্রদানসহ Tracking Page সংগ্রহ করার জন্য পরামর্শ দেয়া যাচ্ছে। <box>125 1783 813 1812</box>
col-sl: Sl. No <box>852 787 873 811</box>
row-work-name: 1. Improvement of Brick flat soling at Chandpur Ismail chairman tack to jagir via Akon bari via Boro pushia Baitun nur jame mosque at Chadpur UP, Kapasia. 2. Improvement of Brick flat soling at Nolgaon Khoyra para Boro bari jame mosque to Gayen bari jame mosque at Chadpur UP, Kapasia. <box>941 1418 1318 1448</box>
row-sl: 11 <box>852 1119 873 1148</box>
tender-id: 561788, <box>876 871 904 881</box>
table-row <box>174 996 604 1014</box>
row-sl: 21 <box>852 1418 873 1448</box>
mujib-100-badge: মুজিব ১০০ <box>1439 638 1484 649</box>
row-tender-id <box>873 969 941 999</box>
tender-id: 561801, <box>876 1269 904 1279</box>
package-no: UPZ/KAP/2020-2021/W-18 <box>876 1338 931 1357</box>
gas-tank-icon <box>1214 454 1399 523</box>
footer-paragraph: This is online Tender, where only e-Tenders will be accepted in the National e-GP portal and no offline/hard copies will be accepted to submit e-Tender, registration in the National e-GP System Portal (http://www.eprocure.gov.bd) is required. <box>852 1692 1493 1717</box>
tender-id: 561793, <box>876 1029 904 1039</box>
article-body: [পেছনের পৃষ্ঠার পর] ভোক্তাদের উপকারী আকারে প্রথম ধাপে টিকা গ্রহণের নিবন্ধন চলছে। দেশে করোনাভাইরাস প্রতিরোধী অক্সফোর্ড অ্যাস্ট্রাজেনেকা উদ্ভাবিত কোভিশিল্ড টিকা উৎপাদন করছে ভারতের সেরাম ইনস্টিটিউট। গত ৫ নভেম্বর সরকারি প্রতিষ্ঠান বেক্সিমকো ফার্মাসিউটিক্যালস এবং ভারতের সেরাম ইনস্টিটিউটের মধ্যে ত্রিপক্ষীয় চুক্তি স্বাক্ষরিত হয়। চুক্তি অনুযায়ী প্রতি মাসে ৫০ লাখ ডোজ টিকা দেশে আসার কথা রয়েছে। <box>629 158 833 311</box>
brand-accent: প্রতিদিন <box>1401 80 1504 118</box>
row-work-name: 1. Improvement of Brick flat soling at Kapasia-Kaliganj GC road to Ghatkuri road attached Mizan uranat house road at Chadpur UP, Kapasia. 2. Improvement of Brick flat soling at Kapasia-Kaliganj GC road to Ghatkuri road attached Khalek's house road at Chadpur UP, Kapasia. <box>941 1388 1318 1418</box>
row-sl: 15 <box>852 1238 873 1268</box>
row-work-name: 1. Improvement of Brick flat soling from Rayed Purbapara Nazim uddin master bari to Belashi Mominer bari at Rayed UP, Kapasia. 2. Supplying ceiling fan at different educational institutes at Rayed UP, Kapasia. <box>941 939 1318 969</box>
col-post: পদের নাম ও শূন্য পদের সংখ্যা <box>164 588 381 627</box>
reference-line: জি-৬৩/২১ (১৮"x৪) <box>125 2275 207 2286</box>
package-no: UGDP/KAP/2020-21/W-02 <box>876 1637 938 1657</box>
cell: ২.৮১৫ বা তদূর্ধ্ব কিন্তু ৩.৭৫ এর কম <box>334 1014 501 1033</box>
paragraph: ক. Online Application Form: আগ্রহী প্রার্থীগণকে বাংলাদেশ ব্যাংকের নিয়োগ সংক্রান্ত ওয়েবসাইট (https://erecruitment.bb.org.bd) -এর Online Application Form পূরণের মাধ্যমে আবেদন করতে হবে। Online এ আবেদন দাখিলের সময় যথাযথ পূরণ করার নিয়ম ও অন্যান্য তথ্যাদি ওয়েবসাইটে পাওয়া যাবে। <box>125 1180 813 1209</box>
package-no: UPZ/KAP/2020-2021/W-10 <box>876 1129 931 1148</box>
signatory-email[interactable]: E-mail: ue.kapasia@lged.gov.bd <box>1305 2293 1456 2305</box>
signatory-office: LGED, Kapasia, Gazipur <box>1323 2279 1439 2291</box>
tender-id: 561808, <box>876 1479 904 1489</box>
table-row <box>852 1238 1493 1268</box>
row-work-name: 1. Improvement of Brick flat soling from Kandania Prodhan bari to Mostofa Morol bari at Sadar UP, Kapasia. 2. Construction of water drainage from southside of Jurial village Lake Rizon uddin master house at Sadar UP, Kapasia. 3. Construction of Public toilet adjacent to Ghagutia chala salamia madrasah at Ghagutia UP, Kapasia. <box>941 870 1318 910</box>
row-tender-id <box>873 1598 941 1628</box>
row-sl: 5 <box>852 939 873 969</box>
col-last-selling: Last selling (date & time) <box>1318 787 1398 811</box>
row-sl: 23 <box>852 1478 873 1508</box>
date-label: তারিখঃ <box>701 499 737 511</box>
article-headline[interactable]: কুমির কালাপাহাড় <box>408 132 527 151</box>
column-divider <box>310 130 311 333</box>
article-body: [পেছনের পৃষ্ঠার পর] গত বছরের ৩০ জুন একদিনে ৬৪ জনের মৃত্যুর খবর জানানো হয়, যা এক দিনে সর্বোচ্চ মৃত্যু। স্বাস্থ্য অধিদফতরের তথ্য অনুযায়ী, গত ২৪ ঘণ্টায় সারা দেশে ২২৬টি পরীক্ষাগারে নমুনা সংগ্রহ ও পরীক্ষা করা হয়েছে। এ সময়ে শনাক্তের হার দাঁড়িয়েছে ১২ দশমিক ৯৪ শতাংশ। এখন পর্যন্ত মোট শনাক্ত রোগীর সংখ্যা ৫ লাখ ৮৪ হাজার ছাড়িয়েছে এবং মোট মৃত্যুর সংখ্যা ৮ হাজার ৯৪৯ জনে দাঁড়িয়েছে। সুস্থ হয়েছেন ৫ লাখ ৩২ হাজারের বেশি রোগী। মারা যাওয়া ব্যক্তিদের মধ্যে পুরুষ ও নারী উভয়ই রয়েছেন। বিভাগভিত্তিক হিসাবে ঢাকা বিভাগে সবচেয়ে বেশি মৃত্যু হয়েছে, এরপর চট্টগ্রাম, খুলনা, রাজশাহী ও সিলেট বিভাগ। শনাক্তের হার আগের দিনের তুলনায় বেড়েছে। বিশেষজ্ঞরা সবাইকে স্বাস্থ্যবিধি মেনে চলার পরামর্শ দিয়েছেন এবং মাস্ক ব্যবহারের ওপর জোর দিয়েছেন। সরকার সংক্রমণ নিয়ন্ত্রণে নতুন করে বিধিনিষেধ আরোপের কথা ভাবছে। <box>841 158 1179 327</box>
row-tender-id <box>873 811 941 840</box>
disclaimer-box: ব্যক্তিগত ও প্রাতিষ্ঠানিক বিজ্ঞাপনে প্রকাশিত তথ্যের দায় বিজ্ঞাপনদাতার <box>453 2249 614 2282</box>
row-work-name: 1. Supplying of Low and High benches to different educational institutes at Sanmania UP, Kapasia. 2. Construction of irrigation drain at Gorshabo bazar at Sanmania UP, Kapasia. 3. Improvement of Brick flat soling from Gorshabo house to Eidgah High School at Torgaon UP, Kapasia. <box>941 1298 1318 1328</box>
tender-id: 561970, <box>876 1629 904 1638</box>
